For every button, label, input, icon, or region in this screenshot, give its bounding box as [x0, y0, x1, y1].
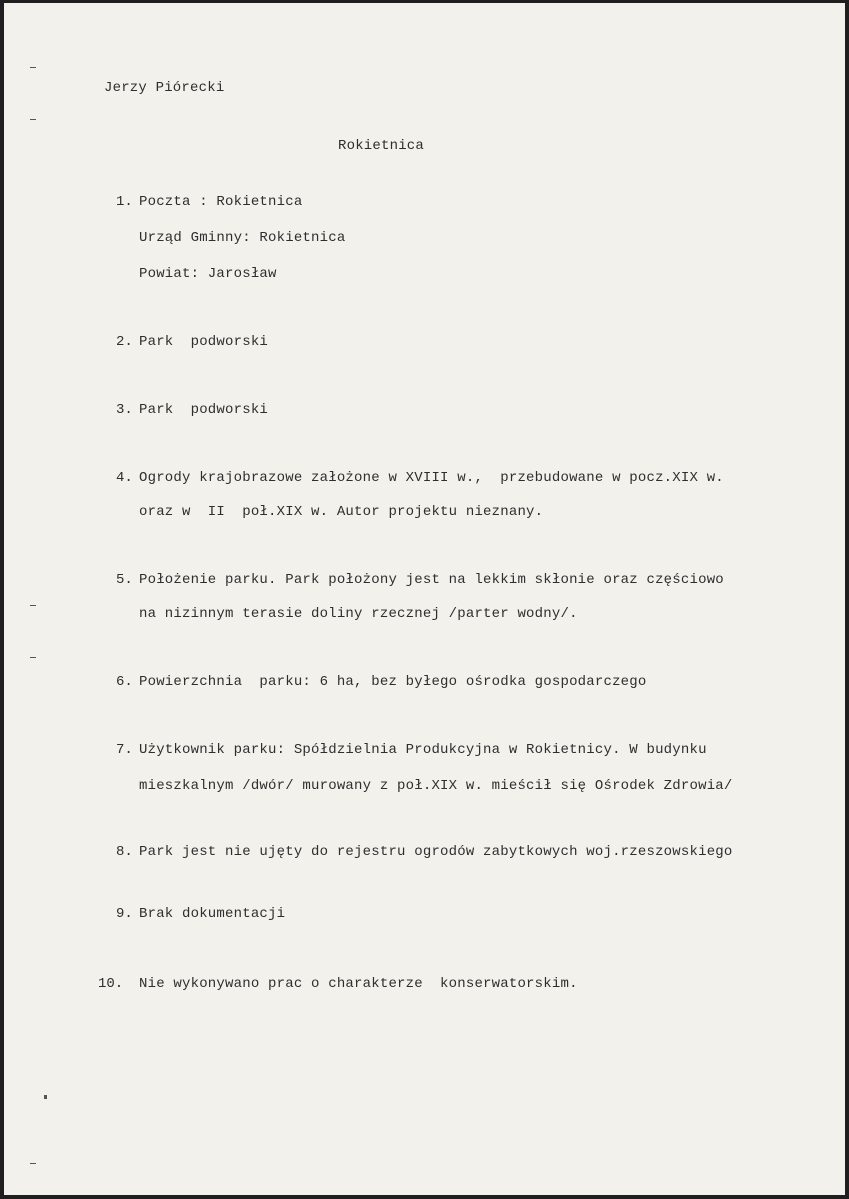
item-line: Użytkownik parku: Spółdzielnia Produkcyjna w Rokietnicy. W budynku — [139, 742, 707, 758]
margin-mark — [30, 605, 36, 606]
margin-mark — [30, 119, 36, 120]
item-number: 3. — [116, 402, 133, 418]
item-line: na nizinnym terasie doliny rzecznej /parter wodny/. — [139, 606, 578, 622]
item-line: Poczta : Rokietnica — [139, 194, 303, 210]
item-number: 4. — [116, 470, 133, 486]
item-line: Położenie parku. Park położony jest na lekkim skłonie oraz częściowo — [139, 572, 724, 588]
item-line: Powiat: Jarosław — [139, 266, 277, 282]
item-line: Park podworski — [139, 334, 269, 350]
item-line: Urząd Gminny: Rokietnica — [139, 230, 346, 246]
author-name: Jerzy Piórecki — [104, 80, 225, 96]
item-line: Brak dokumentacji — [139, 906, 286, 922]
item-line: oraz w II poł.XIX w. Autor projektu nieznany. — [139, 504, 544, 520]
item-number: 1. — [116, 194, 133, 210]
margin-mark — [30, 67, 36, 68]
item-number: 8. — [116, 844, 133, 860]
margin-mark — [30, 1163, 36, 1164]
item-number: 6. — [116, 674, 133, 690]
margin-mark — [30, 657, 36, 658]
typewritten-page — [4, 3, 845, 1195]
item-line: Park podworski — [139, 402, 269, 418]
item-number: 10. — [98, 976, 124, 992]
margin-mark — [44, 1095, 47, 1099]
item-number: 5. — [116, 572, 133, 588]
item-number: 2. — [116, 334, 133, 350]
item-number: 9. — [116, 906, 133, 922]
item-line: mieszkalnym /dwór/ murowany z poł.XIX w. mieścił się Ośrodek Zdrowia/ — [139, 778, 733, 794]
item-line: Ogrody krajobrazowe założone w XVIII w., przebudowane w pocz.XIX w. — [139, 470, 724, 486]
item-line: Powierzchnia parku: 6 ha, bez byłego ośrodka gospodarczego — [139, 674, 647, 690]
document-title: Rokietnica — [338, 138, 425, 154]
item-number: 7. — [116, 742, 133, 758]
item-line: Nie wykonywano prac o charakterze konserwatorskim. — [139, 976, 578, 992]
item-line: Park jest nie ujęty do rejestru ogrodów zabytkowych woj.rzeszowskiego — [139, 844, 733, 860]
